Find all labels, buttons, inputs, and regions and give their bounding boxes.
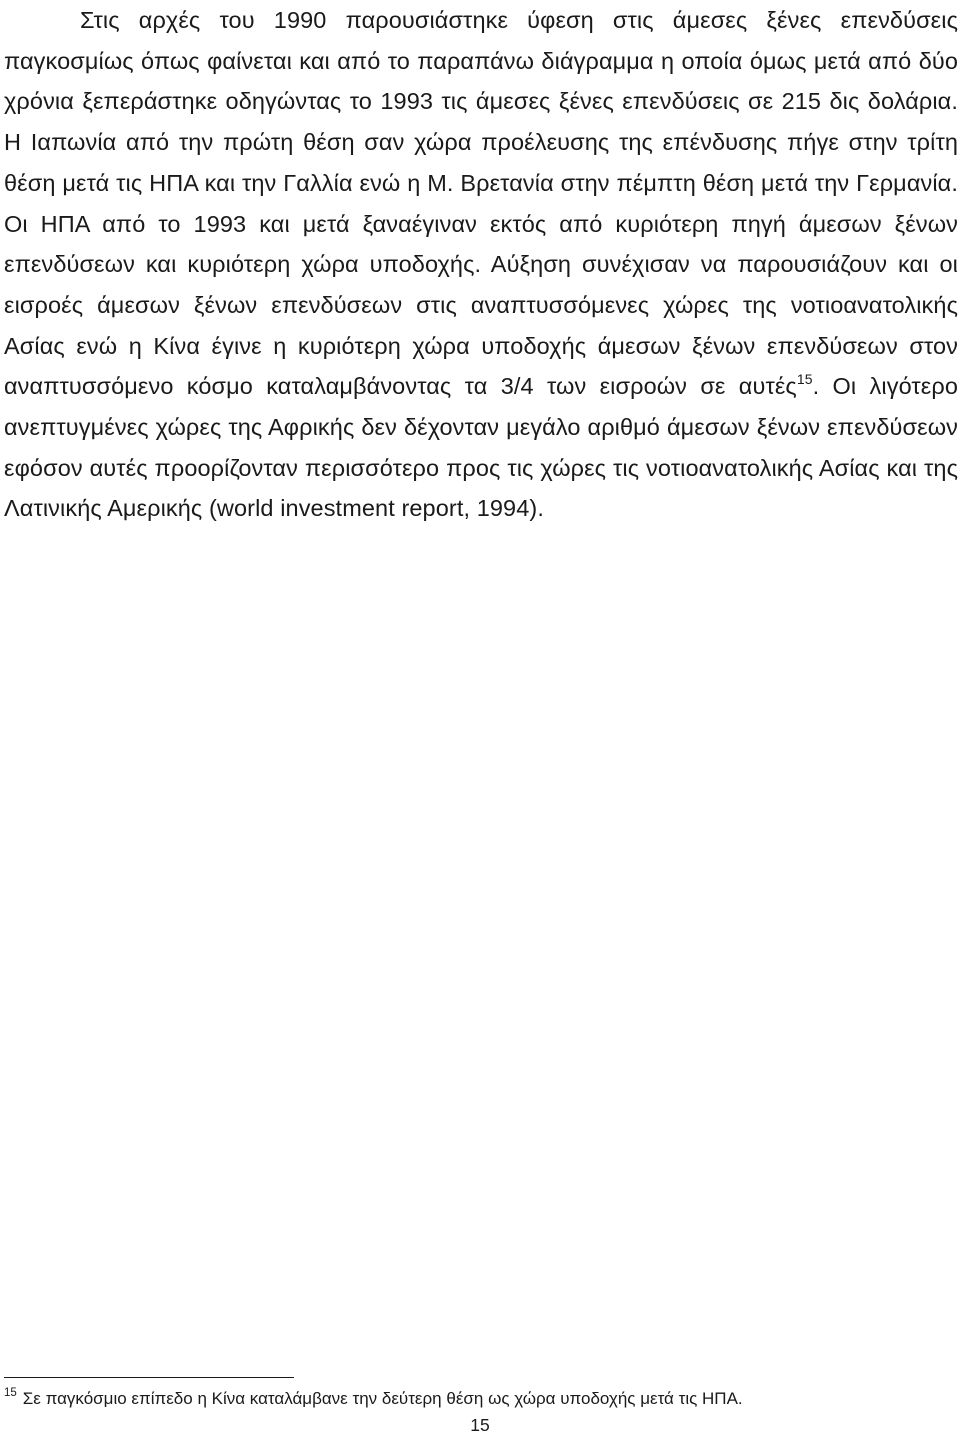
page-number: 15	[470, 1415, 490, 1435]
body-paragraph	[4, 0, 958, 529]
footnote-reference[interactable]: 15	[796, 371, 813, 388]
footnote-separator	[4, 1377, 294, 1378]
footnote-text: Σε παγκόσμιο επίπεδο η Κίνα καταλάμβανε την δεύτερη θέση ως χώρα υποδοχής μετά τις ΗΠΑ.	[22, 1389, 743, 1408]
paragraph-main-text: Στις αρχές του 1990 παρουσιάστηκε ύφεση στις άμεσες ξένες επενδύσεις παγκοσμίως όπως φαίνεται και από το παραπάνω διάγραμμα η οποία όμως μετά από δύο χρόνια ξεπεράστηκε οδηγώντας το 1993 τις άμεσες ξένες επενδύσεις σε 215 δις δολάρια. Η Ιαπωνία από την πρώτη θέση σαν χώρα προέλευσης της επένδυσης πήγε στην τρίτη θέση μετά τις ΗΠΑ και την Γαλλία ενώ η Μ. Βρετανία στην πέμπτη θέση μετά την Γερμανία. Οι ΗΠΑ από το 1993 και μετά ξαναέγιναν εκτός από κυριότερη πηγή άμεσων ξένων επενδύσεων και κυριότερη χώρα υποδοχής. Αύξηση συνέχισαν να παρουσιάζουν και οι εισροές άμεσων ξένων επενδύσεων στις αναπτυσσόμενες χώρες της νοτιοανατολικής Ασίας ενώ η Κίνα έγινε η κυριότερη χώρα υποδοχής άμεσων ξένων επενδύσεων στον αναπτυσσόμενο κόσμο καταλαμβάνοντας τα 3/4 των εισροών σε αυτές	[4, 7, 958, 400]
footnote-number: 15	[4, 1387, 17, 1399]
footnote	[4, 1387, 954, 1411]
paragraph-tail-text: . Οι λιγότερο ανεπτυγμένες χώρες της Αφρικής δεν δέχονταν μεγάλο αριθμό άμεσων ξένων επενδύσεων εφόσον αυτές προορίζονταν περισσότερο προς τις χώρες τις νοτιοανατολικής Ασίας και της Λατινικής Αμερικής (world investment report, 1994).	[4, 373, 959, 522]
